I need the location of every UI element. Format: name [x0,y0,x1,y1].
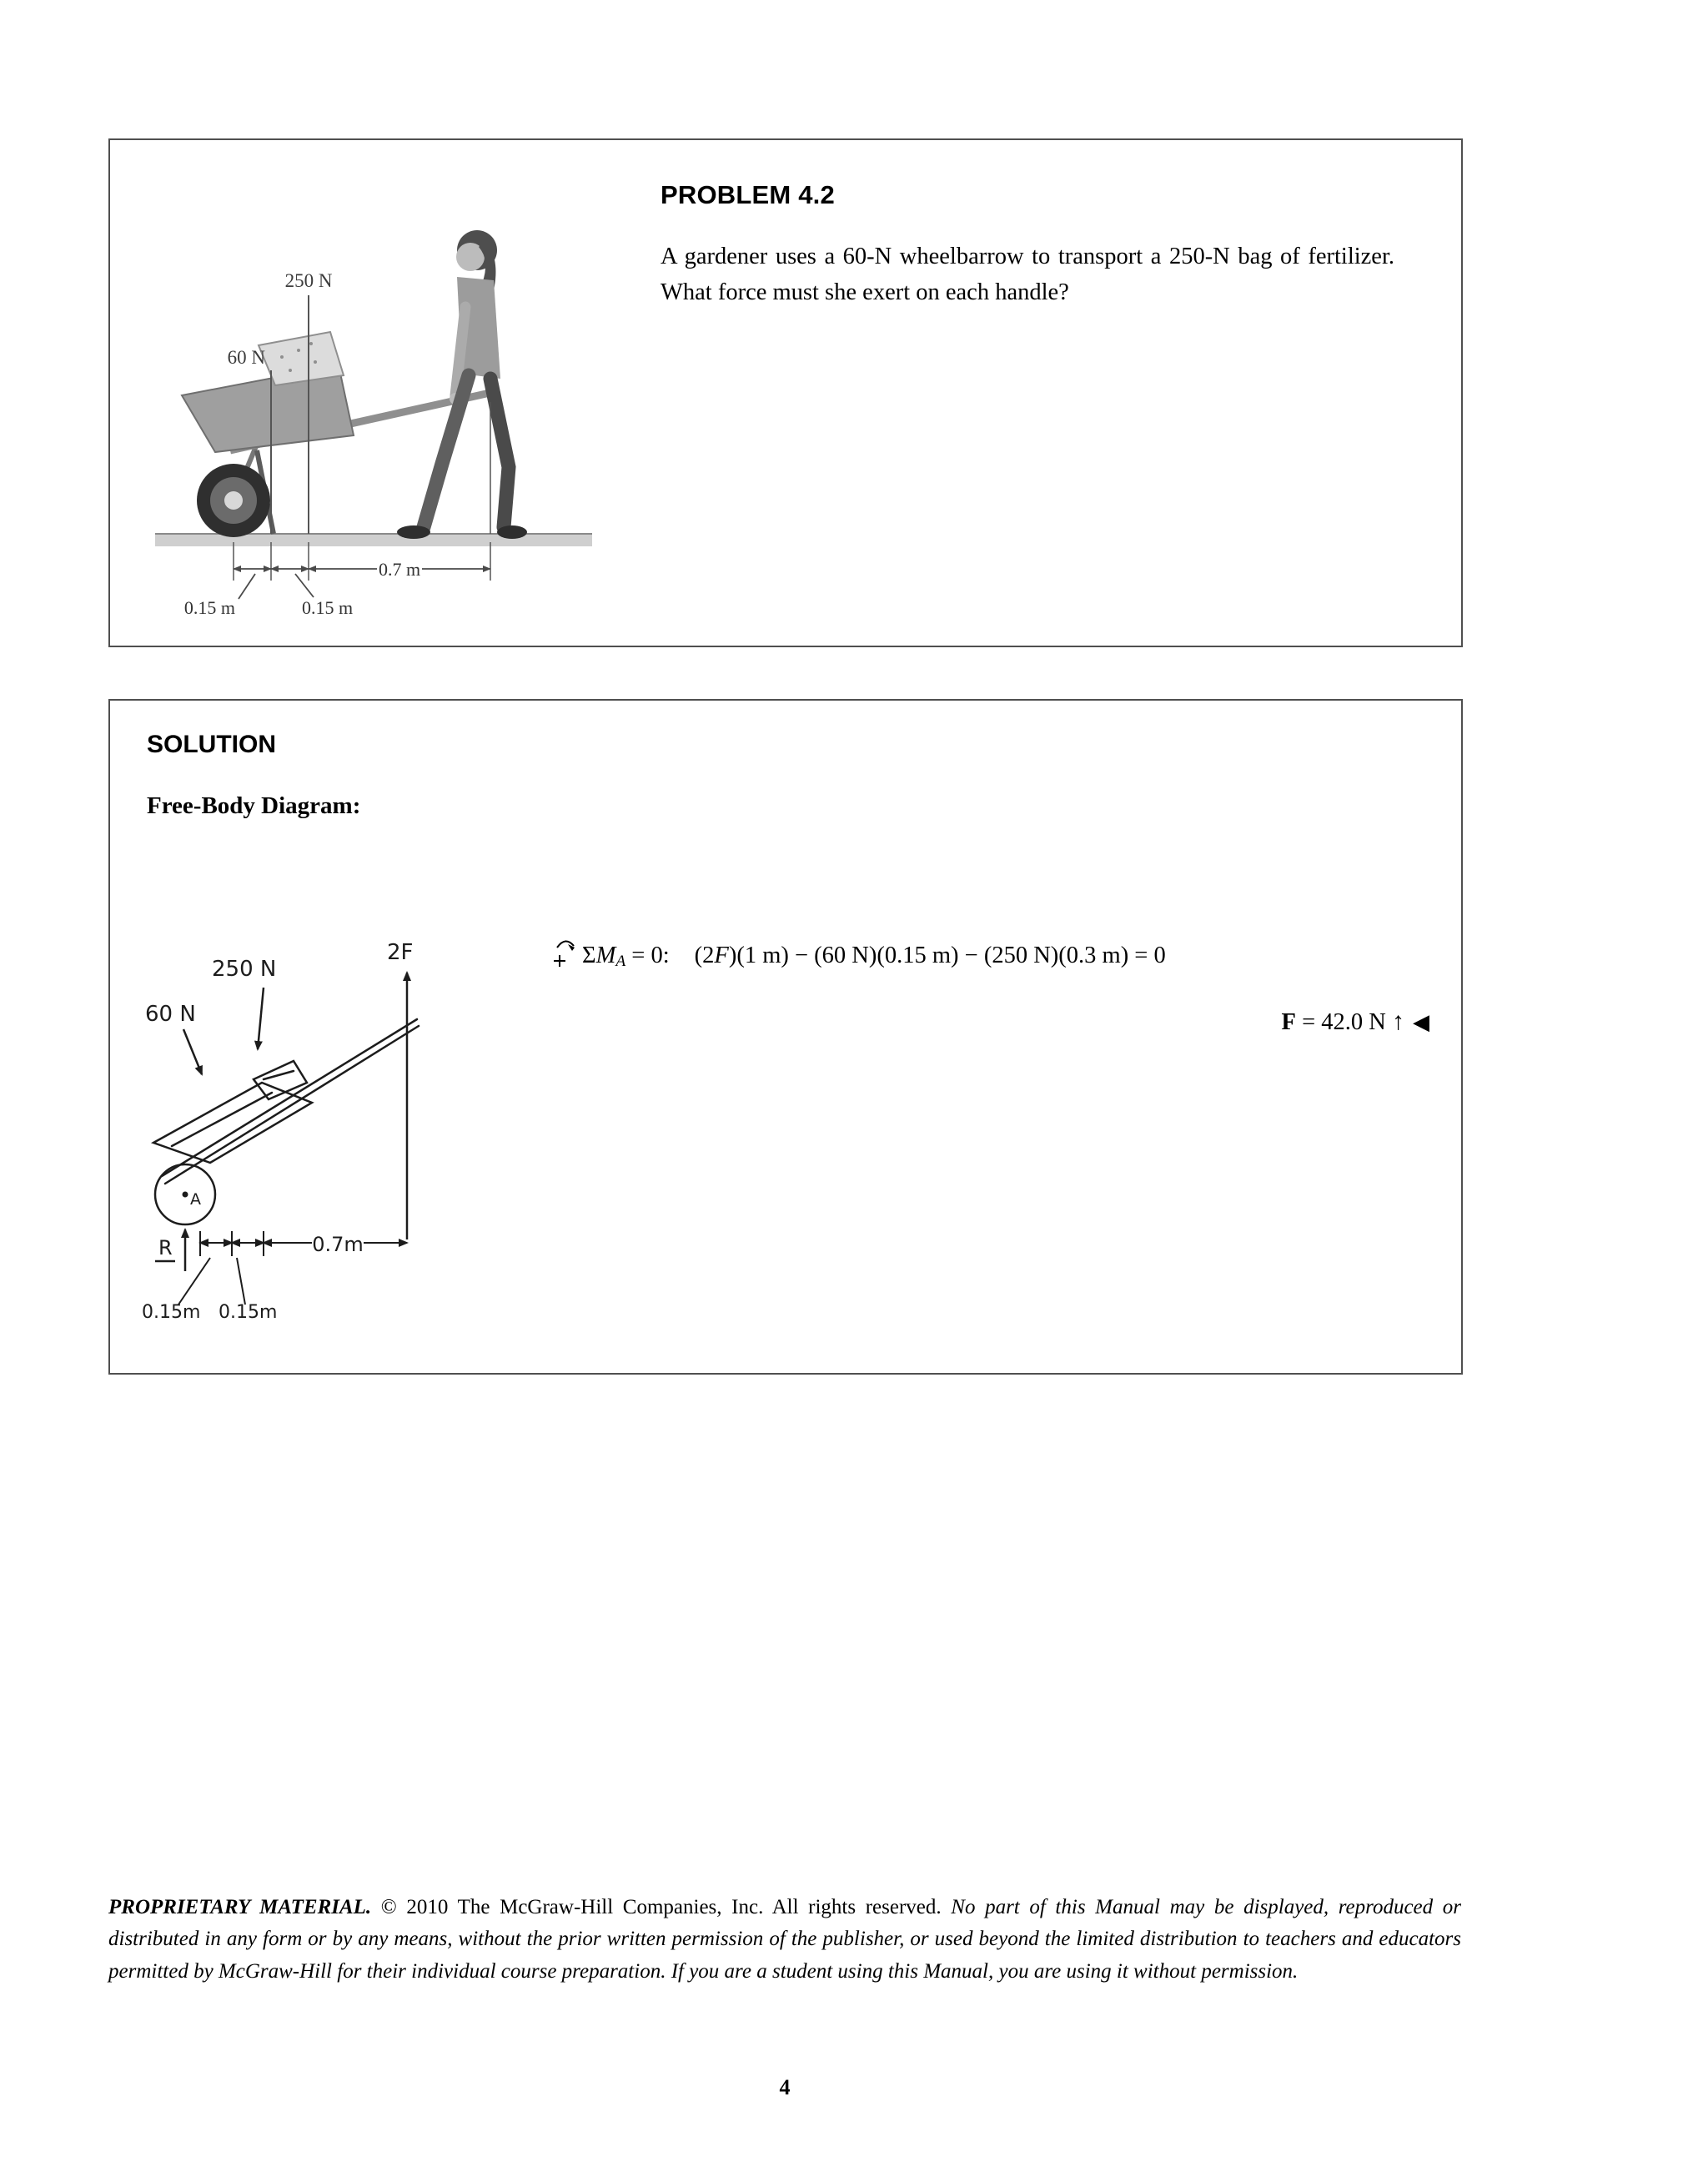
label-dim-015m-left: 0.15 m [183,597,235,618]
answer-marker-icon: ◀ [1413,1010,1429,1034]
ccw-moment-icon [550,938,579,971]
fbd-label-2f: 2F [387,940,414,965]
page-number: 4 [779,2075,791,2099]
result-line [1282,1008,1429,1036]
dimension-lines [234,569,490,599]
fbd-label-a: A [190,1190,201,1209]
eq-equals-zero: = 0: [625,943,670,968]
eq-sigma: Σ [582,943,596,968]
fbd-point-a-dot [183,1192,188,1198]
gardener-figure [397,230,527,539]
eq-m: M [595,943,616,968]
fbd-label-dim-015m-left: 0.15m [142,1302,201,1323]
eq-rest: )(1 m) − (60 N)(0.15 m) − (250 N)(0.3 m) = 0 [728,943,1166,968]
fbd-tray [153,1061,312,1163]
label-250n: 250 N [284,270,333,291]
wheel-hub [224,491,243,510]
moment-equation [550,938,1166,971]
eq-sub-a: A [615,953,626,970]
fbd-label-250n: 250 N [212,957,277,982]
fbd-label-dim-015m-right: 0.15m [219,1302,278,1323]
proprietary-notice-lead: PROPRIETARY MATERIAL. [108,1896,372,1918]
eq-f: F [714,943,729,968]
solution-title: SOLUTION [147,731,276,758]
eq-lead: (2 [694,943,715,968]
solution-box [108,699,1463,1375]
front-leg [424,375,469,527]
fbd-label-60n: 60 N [145,1002,196,1027]
proprietary-notice [108,1892,1461,1988]
wheelbarrow-illustration [132,157,612,624]
fbd-heading: Free-Body Diagram: [147,792,361,819]
dimension-extension-lines [234,542,490,581]
fbd-arrow-250n [258,988,264,1049]
problem-statement: A gardener uses a 60-N wheelbarrow to transport a 250-N bag of fertilizer. What force must she exert on each handle? [661,244,1394,306]
result-f: F [1281,1009,1296,1035]
fbd-arrow-60n [183,1029,202,1074]
problem-title: PROBLEM 4.2 [661,180,835,209]
label-dim-07m: 0.7 m [378,559,421,580]
up-arrow-icon: ↑ [1392,1008,1404,1035]
fbd-label-r: R [158,1236,173,1259]
ground [155,534,592,546]
label-60n: 60 N [227,347,265,368]
fbd-label-dim-07m: 0.7m [312,1233,364,1256]
problem-box [108,138,1463,647]
result-value: = 42.0 N [1295,1009,1392,1035]
proprietary-notice-copyright: © 2010 The McGraw-Hill Companies, Inc. All rights reserved. [371,1896,952,1918]
proprietary-notice-body: No part of this Manual may be displayed, reproduced or distributed in any form or by any means, without the prior written permission of the publisher, or used beyond the limited distribution to teachers and educators permitted by McGraw-Hill for their individual course preparation. If you are a student using this Manual, you are using it without permission. [108,1896,1462,1983]
fbd-dimension-lines [178,1243,407,1305]
back-foot [497,525,527,539]
back-leg [490,379,509,527]
free-body-diagram-sketch [138,894,472,1349]
label-dim-015m-right: 0.15 m [302,597,354,618]
front-foot [397,525,430,539]
